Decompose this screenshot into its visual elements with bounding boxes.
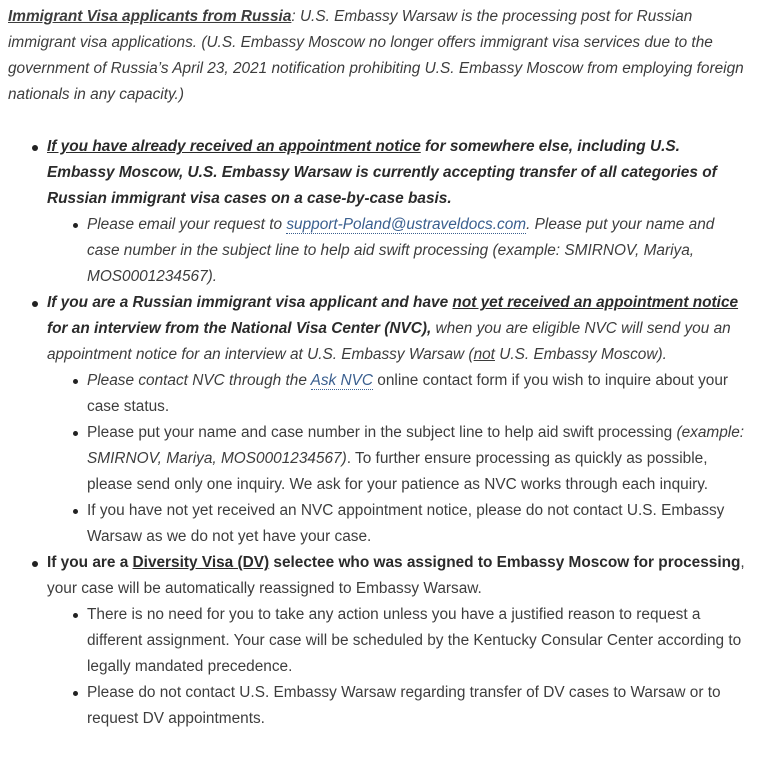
- list-item-email-request: [87, 212, 749, 290]
- dv-bold-underlined: Diversity Visa (DV): [132, 554, 270, 571]
- nvc-italic-underlined: not: [473, 346, 495, 363]
- intro-heading: Immigrant Visa applicants from Russia: [8, 8, 292, 25]
- list-item-already-received: [47, 134, 749, 290]
- dv-bold-b: selectee who was assigned to Embassy Moscow for processing: [269, 554, 741, 571]
- sublist-not-yet-received: [47, 368, 749, 550]
- contact-nvc-pre: Please contact NVC through the: [87, 372, 311, 389]
- list-item-not-yet-received: [47, 290, 749, 550]
- nvc-italic-a: when you are eligible NVC will send you an appointment notice for an interview at U.S. Embassy Warsaw (: [47, 320, 731, 363]
- email-request-text: Please email your request to: [87, 216, 287, 233]
- dv-no-contact-text: Please do not contact U.S. Embassy Warsaw regarding transfer of DV cases to Warsaw or to request DV appointments.: [87, 684, 721, 727]
- email-request-post: . Please put your name and case number in the subject line to help aid swift processing (example: SMIRNOV, Mariya, MOS0001234567).: [87, 216, 715, 285]
- spacer: [8, 108, 749, 134]
- sublist-already-received: [47, 212, 749, 290]
- no-action-text: There is no need for you to take any action unless you have a justified reason to request a different assignment. Your case will be scheduled by the Kentucky Consular Center according to legally mandated precedence.: [87, 606, 742, 675]
- list-item-contact-nvc: [87, 368, 749, 420]
- instructions-list: [8, 134, 749, 732]
- dv-bold-a: If you are a: [47, 554, 133, 571]
- nvc-bold-underlined: not yet received an appointment notice: [452, 294, 739, 311]
- subject-line-a: Please put your name and case number in the subject line to help aid swift processing: [87, 424, 677, 441]
- intro-paragraph: [8, 4, 749, 108]
- nvc-bold-b: for an interview from the National Visa Center (NVC),: [47, 320, 432, 337]
- dv-rest: , your case will be automatically reassigned to Embassy Warsaw.: [47, 554, 745, 597]
- nvc-bold-a: If you are a Russian immigrant visa applicant and have: [47, 294, 453, 311]
- already-received-underlined: If you have already received an appointment notice: [47, 138, 421, 155]
- subject-line-b: . To further ensure processing as quickly as possible, please send only one inquiry. We ask for your patience as NVC works through each inquiry.: [87, 450, 709, 493]
- nvc-italic-b: U.S. Embassy Moscow).: [494, 346, 667, 363]
- intro-text: : U.S. Embassy Warsaw is the processing post for Russian immigrant visa applications. (U.S. Embassy Moscow no longer offers immigrant visa services due to the government of Russia’s April 23, 2021 notification prohibiting U.S. Embassy Moscow from employing foreign nationals in any capacity.): [8, 8, 744, 103]
- list-item-no-action: [87, 602, 749, 680]
- list-item-diversity-visa: [47, 550, 749, 732]
- subject-line-example: (example: SMIRNOV, Mariya, MOS0001234567): [87, 424, 745, 467]
- contact-nvc-post: online contact form if you wish to inquire about your case status.: [87, 372, 729, 415]
- sublist-diversity-visa: [47, 602, 749, 732]
- list-item-subject-line: [87, 420, 749, 498]
- list-item-do-not-contact: [87, 498, 749, 550]
- already-received-text: for somewhere else, including U.S. Embassy Moscow, U.S. Embassy Warsaw is currently accepting transfer of all categories of Russian immigrant visa cases on a case-by-case basis.: [47, 138, 717, 207]
- support-email-link[interactable]: support-Poland@ustraveldocs.com: [286, 216, 527, 233]
- do-not-contact-text: If you have not yet received an NVC appointment notice, please do not contact U.S. Embassy Warsaw as we do not yet have your case.: [87, 502, 725, 545]
- list-item-dv-no-contact: [87, 680, 749, 732]
- ask-nvc-link[interactable]: Ask NVC: [310, 372, 374, 389]
